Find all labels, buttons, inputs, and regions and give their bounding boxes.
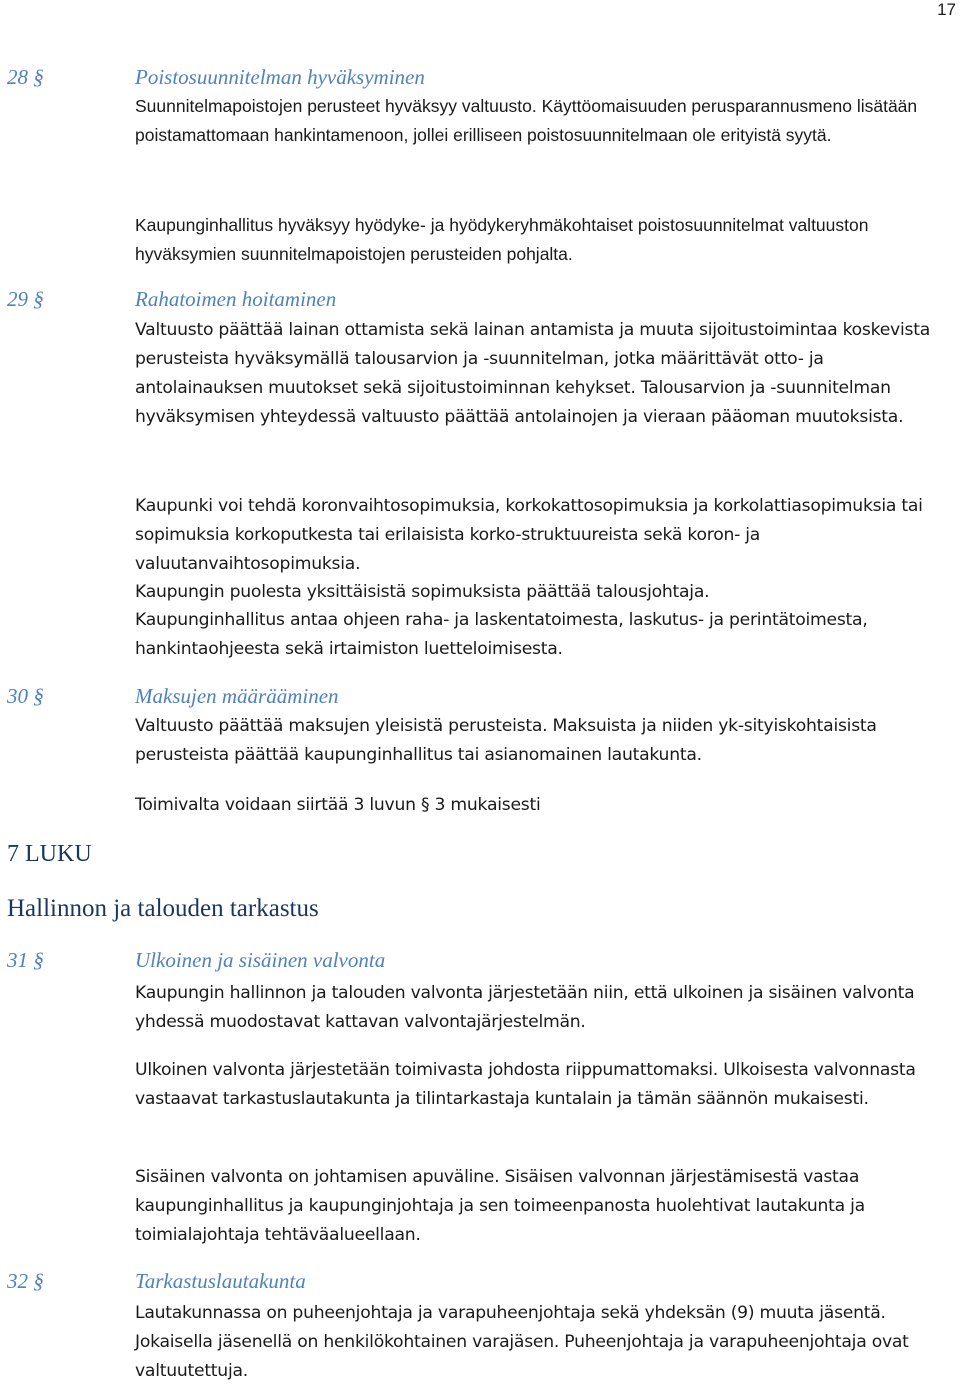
chapter-title: Hallinnon ja talouden tarkastus bbox=[7, 895, 319, 922]
section-number: 29 § bbox=[7, 287, 44, 311]
section-number: 31 § bbox=[7, 948, 44, 972]
section-title: Poistosuunnitelman hyväksyminen bbox=[135, 65, 425, 89]
section-number: 30 § bbox=[7, 684, 44, 708]
section-paragraph: Kaupungin puolesta yksittäisistä sopimuksista päättää talousjohtaja. bbox=[135, 582, 710, 602]
page-number: 17 bbox=[937, 0, 956, 19]
section-title: Rahatoimen hoitaminen bbox=[135, 287, 337, 311]
section-paragraph: Kaupunki voi tehdä koronvaihtosopimuksia, korkokattosopimuksia ja korkolattiasopimuksia tai sopimuksia korkoputkesta tai erilaisista korko-struktuureista sekä koron- ja valuutanvaihtosopimuksia. bbox=[135, 496, 923, 574]
section-title: Maksujen määrääminen bbox=[135, 684, 339, 708]
section-paragraph: Valtuusto päättää lainan ottamista sekä lainan antamista ja muuta sijoitustoimintaa koskevista perusteista hyväksymällä talousarvion ja -suunnitelman, jotka määrittävät otto- ja antolainauksen muutokset sekä sijoitustoiminnan kehykset. Talousarvion ja -suunnitelman hyväksymisen yhteydessä valtuusto päättää antolainojen ja vieraan pääoman muutoksista. bbox=[135, 320, 930, 427]
section-paragraph: Kaupunginhallitus antaa ohjeen raha- ja laskentatoimesta, laskutus- ja perintätoimesta, hankintaohjeesta sekä irtaimiston luetteloimisesta. bbox=[135, 610, 868, 659]
section-title: Tarkastuslautakunta bbox=[135, 1269, 306, 1293]
section-paragraph: Valtuusto päättää maksujen yleisistä perusteista. Maksuista ja niiden yk-sityiskohtaisista perusteista päättää kaupunginhallitus tai asianomainen lautakunta. bbox=[135, 716, 877, 765]
section-paragraph: Sisäinen valvonta on johtamisen apuväline. Sisäisen valvonnan järjestämisestä vastaa kaupunginhallitus ja kaupunginjohtaja ja sen toimeenpanosta huolehtivat lautakunta ja toimialajohtaja tehtäväalueellaan. bbox=[135, 1167, 865, 1245]
section-paragraph: Ulkoinen valvonta järjestetään toimivasta johdosta riippumattomaksi. Ulkoisesta valvonnasta vastaavat tarkastuslautakunta ja tilintarkastaja kuntalain ja tämän säännön mukaisesti. bbox=[135, 1060, 916, 1109]
section-title: Ulkoinen ja sisäinen valvonta bbox=[135, 948, 386, 972]
section-paragraph: Suunnitelmapoistojen perusteet hyväksyy valtuusto. Käyttöomaisuuden perusparannusmeno lisätään poistamattomaan hankintamenoon, jollei erilliseen poistosuunnitelmaan ole erityistä syytä. bbox=[135, 96, 918, 145]
section-paragraph: Kaupunginhallitus hyväksyy hyödyke- ja hyödykeryhmäkohtaiset poistosuunnitelmat valtuuston hyväksymien suunnitelmapoistojen perusteiden pohjalta. bbox=[135, 215, 869, 264]
section-paragraph: Toimivalta voidaan siirtää 3 luvun § 3 mukaisesti bbox=[135, 795, 541, 815]
chapter-label: 7 LUKU bbox=[7, 841, 92, 867]
section-paragraph: Lautakunnassa on puheenjohtaja ja varapuheenjohtaja sekä yhdeksän (9) muuta jäsentä. Jokaisella jäsenellä on henkilökohtainen varajäsen. Puheenjohtaja ja varapuheenjohtaja ovat valtuutettuja. bbox=[135, 1303, 909, 1381]
section-number: 32 § bbox=[7, 1269, 44, 1293]
section-number: 28 § bbox=[7, 65, 44, 89]
section-paragraph: Kaupungin hallinnon ja talouden valvonta järjestetään niin, että ulkoinen ja sisäinen valvonta yhdessä muodostavat kattavan valvontajärjestelmän. bbox=[135, 983, 915, 1032]
